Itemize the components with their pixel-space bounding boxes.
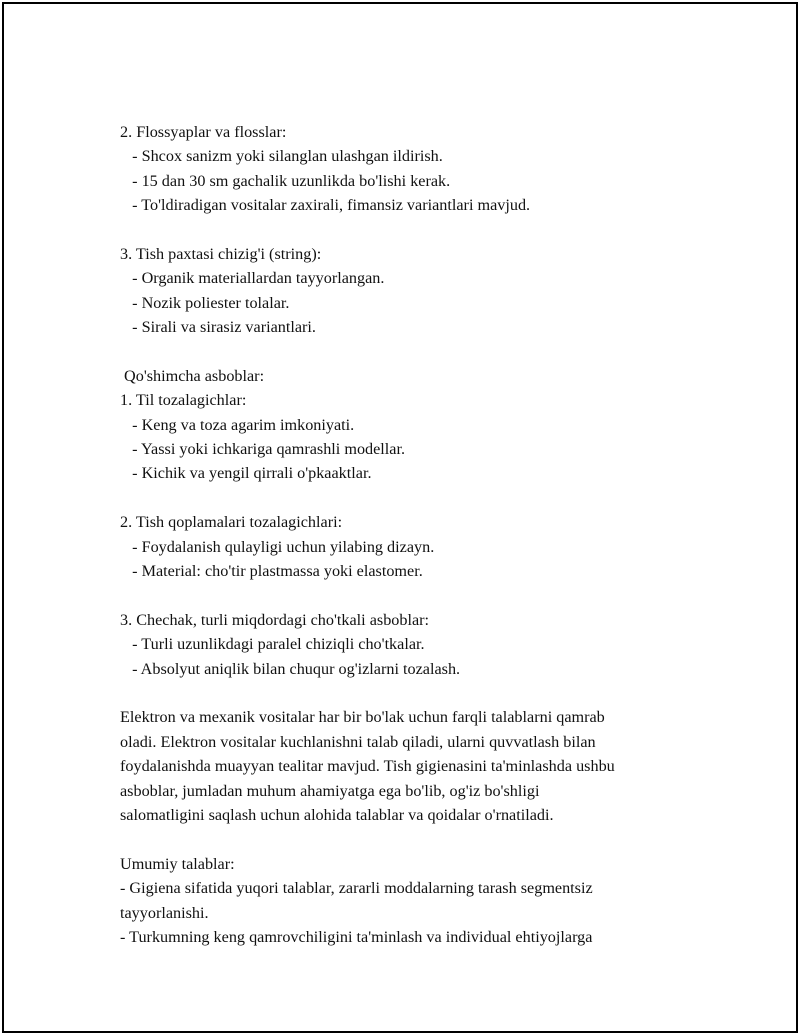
list-item: - To'ldiradigan vositalar zaxirali, fimansiz variantlari mavjud. [120,196,531,215]
list-item: - 15 dan 30 sm gachalik uzunlikda bo'lishi kerak. [120,171,451,190]
general-requirement-line: - Gigiena sifatida yuqori talablar, zararli moddalarning tarash segmentsiz [120,879,593,898]
list-item: - Turli uzunlikdagi paralel chiziqli cho'tkalar. [120,635,425,654]
paragraph-line: asboblar, jumladan muhum ahamiyatga ega bo'lib, og'iz bo'shligi [120,781,540,800]
general-requirement-line: - Turkumning keng qamrovchiligini ta'minlash va individual ehtiyojlarga [120,927,593,946]
list-item: - Organik materiallardan tayyorlangan. [120,269,385,288]
paragraph-line: foydalanishda muayyan tealitar mavjud. Tish gigienasini ta'minlashda ushbu [120,757,615,776]
paragraph-line: salomatligini saqlash uchun alohida talablar va qoidalar o'rnatiladi. [120,805,554,824]
section-heading: 3. Tish paxtasi chizig'i (string): [120,244,322,263]
list-item: - Keng va toza agarim imkoniyati. [120,415,355,434]
extra-tools-title: Qo'shimcha asboblar: [120,366,265,385]
section-heading: 2. Tish qoplamalari tozalagichlari: [120,513,343,532]
spacer [120,218,700,242]
section-heading: 3. Chechak, turli miqdordagi cho'tkali asboblar: [120,610,430,629]
paragraph-line: oladi. Elektron vositalar kuchlanishni talab qiladi, ularni quvvatlash bilan [120,732,596,751]
body-paragraph [120,705,700,827]
document-body [120,120,700,949]
general-requirements-title: Umumiy talablar: [120,854,235,873]
spacer [120,583,700,607]
list-item: - Yassi yoki ichkariga qamrashli modellar. [120,440,406,459]
spacer [120,681,700,705]
spacer [120,827,700,851]
list-item: - Kichik va yengil qirrali o'pkaaktlar. [120,464,372,483]
list-item: - Absolyut aniqlik bilan chuqur og'izlarni tozalash. [120,659,461,678]
spacer [120,340,700,364]
page-frame [2,2,798,1033]
spacer [120,486,700,510]
list-item: - Shcox sanizm yoki silanglan ulashgan ildirish. [120,147,443,166]
list-item: - Foydalanish qulayligi uchun yilabing dizayn. [120,537,435,556]
section-heading: 2. Flossyaplar va flosslar: [120,123,287,141]
paragraph-line: Elektron va mexanik vositalar har bir bo'lak uchun farqli talablarni qamrab [120,708,605,727]
general-requirement-line: tayyorlanishi. [120,903,209,922]
section-heading: 1. Til tozalagichlar: [120,391,247,410]
list-item: - Nozik poliester tolalar. [120,293,290,312]
list-item: - Sirali va sirasiz variantlari. [120,318,316,337]
list-item: - Material: cho'tir plastmassa yoki elastomer. [120,562,423,581]
